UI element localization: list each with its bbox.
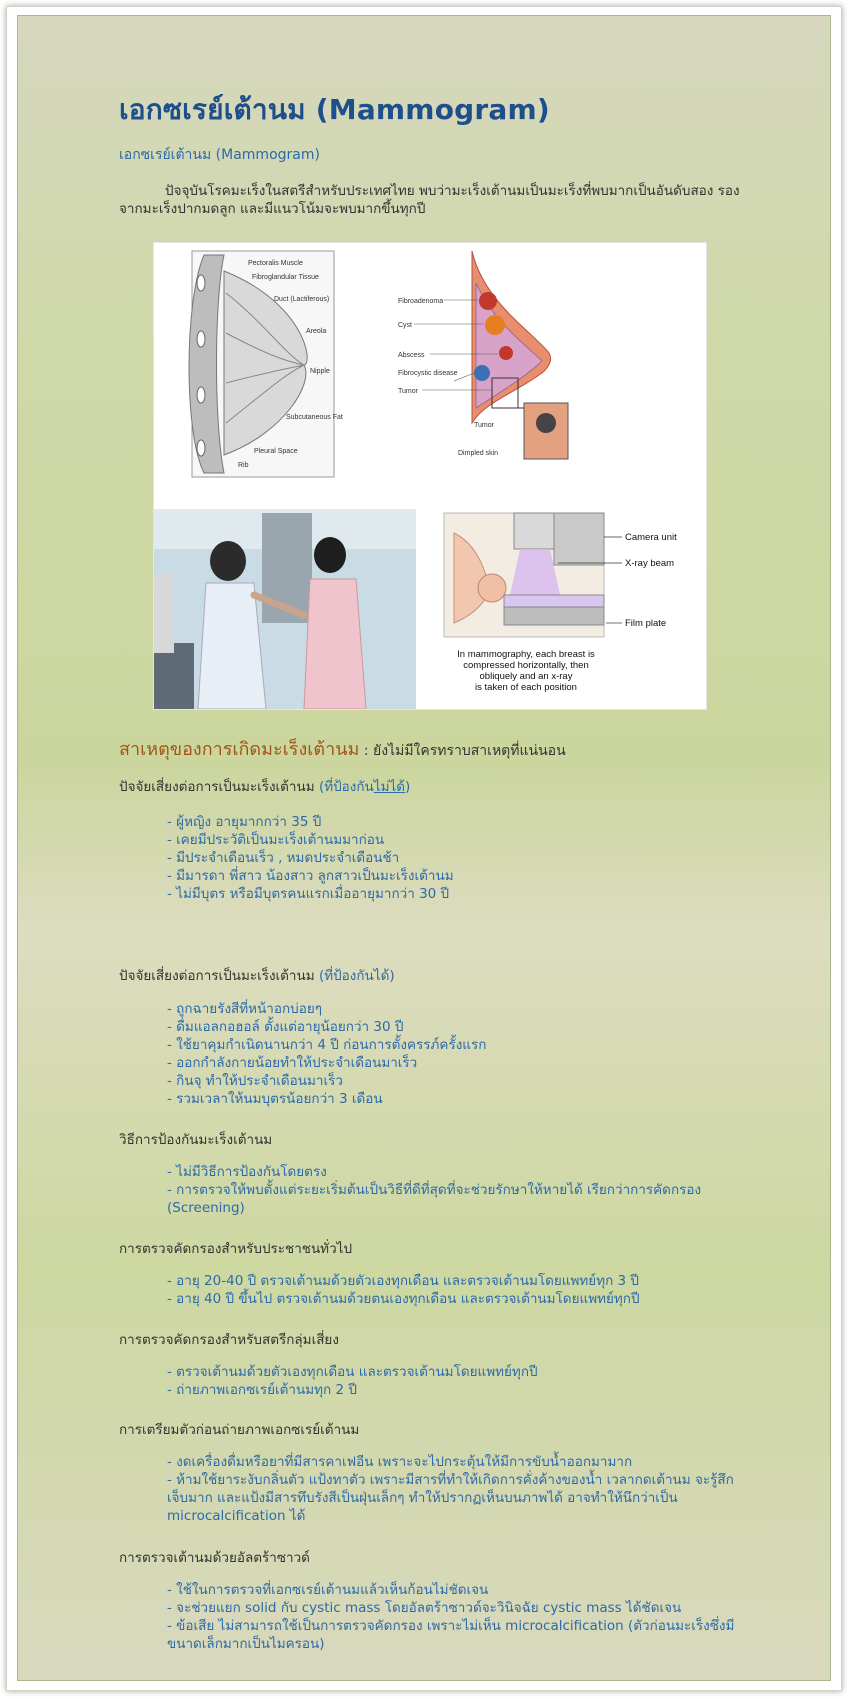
section-heading-text: ปัจจัยเสี่ยงต่อการเป็นมะเร็งเต้านม bbox=[119, 968, 319, 984]
unpreventable-tag-close: ) bbox=[405, 779, 411, 795]
intro-paragraph: ปัจจุบันโรคมะเร็งในสตรีสำหรับประเทศไทย พบว่ามะเร็งเต้านมเป็นมะเร็งที่พบมากเป็นอันดับสอง รองจากมะเร็งปากมดลูก และมีแนวโน้มจะพบมากขึ้นทุกปี bbox=[119, 183, 740, 217]
mammo-caption: compressed horizontally, then bbox=[463, 660, 589, 671]
list-item: - รวมเวลาให้นมบุตรน้อยกว่า 3 เดือน bbox=[167, 1091, 383, 1107]
ultrasound-list bbox=[167, 1581, 747, 1653]
list-item: - ถูกฉายรังสีที่หน้าอกบ่อยๆ bbox=[167, 1001, 323, 1017]
cause-line bbox=[119, 734, 566, 763]
risk-unpreventable-heading bbox=[119, 775, 410, 797]
mammogram-illustration bbox=[154, 243, 706, 709]
screening-risk-heading: การตรวจคัดกรองสำหรับสตรีกลุ่มเสี่ยง bbox=[119, 1332, 339, 1348]
screening-risk-list bbox=[167, 1363, 747, 1399]
page-title: เอกซเรย์เต้านม (Mammogram) bbox=[119, 93, 550, 126]
list-item: - ข้อเสีย ไม่สามารถใช้เป็นการตรวจคัดกรอง เพราะไม่เห็น microcalcification (ตัวก่อนมะเร็งซึ่งมีขนาดเล็กมากเป็นไมครอน) bbox=[167, 1618, 735, 1652]
disease-label: Fibrocystic disease bbox=[398, 370, 458, 377]
disease-label: Fibroadenoma bbox=[398, 298, 444, 305]
anatomy-label: Areola bbox=[306, 328, 327, 335]
mammo-label: Camera unit bbox=[625, 532, 677, 543]
mammo-caption: is taken of each position bbox=[475, 682, 577, 693]
cause-heading: สาเหตุของการเกิดมะเร็งเต้านม bbox=[119, 739, 360, 760]
list-item: - ไม่มีวิธีการป้องกันโดยตรง bbox=[167, 1164, 327, 1180]
ultrasound-heading: การตรวจเต้านมด้วยอัลตร้าซาวด์ bbox=[119, 1550, 310, 1566]
cause-text: : ยังไม่มีใครทราบสาเหตุที่แน่นอน bbox=[359, 743, 566, 759]
mammo-label: X-ray beam bbox=[625, 558, 675, 569]
list-item: - เคยมีประวัติเป็นมะเร็งเต้านมมาก่อน bbox=[167, 832, 385, 848]
prevention-list bbox=[167, 1163, 747, 1217]
list-item: - มีประจำเดือนเร็ว , หมดประจำเดือนช้า bbox=[167, 850, 400, 866]
list-item: - ดื่มแอลกอฮอล์ ตั้งแต่อายุน้อยกว่า 30 ปี bbox=[167, 1019, 404, 1035]
screening-general-heading: การตรวจคัดกรองสำหรับประชาชนทั่วไป bbox=[119, 1241, 353, 1257]
list-item: - อายุ 20-40 ปี ตรวจเต้านมด้วยตัวเองทุกเดือน และตรวจเต้านมโดยแพทย์ทุก 3 ปี bbox=[167, 1273, 640, 1289]
content-panel bbox=[17, 15, 831, 1681]
mammogram-figure bbox=[153, 242, 707, 710]
screening-general-list bbox=[167, 1272, 747, 1308]
anatomy-label: Subcutaneous Fat bbox=[286, 414, 343, 421]
list-item: - งดเครื่องดื่มหรือยาที่มีสารคาเฟอีน เพราะจะไปกระตุ้นให้มีการขับน้ำออกมามาก bbox=[167, 1454, 633, 1470]
article-subtitle: เอกซเรย์เต้านม (Mammogram) bbox=[119, 147, 320, 163]
list-item: - ไม่มีบุตร หรือมีบุตรคนแรกเมื่ออายุมากว่า 30 ปี bbox=[167, 886, 450, 902]
prevention-heading: วิธีการป้องกันมะเร็งเต้านม bbox=[119, 1132, 273, 1148]
list-item: - ใช้ในการตรวจที่เอกซเรย์เต้านมแล้วเห็นก้อนไม่ชัดเจน bbox=[167, 1582, 489, 1598]
anatomy-label: Pectoralis Muscle bbox=[248, 260, 303, 267]
anatomy-label: Duct (Lactiferous) bbox=[274, 296, 330, 303]
risk-unpreventable-list bbox=[167, 813, 747, 903]
section-heading-text: ปัจจัยเสี่ยงต่อการเป็นมะเร็งเต้านม bbox=[119, 779, 319, 795]
list-item: - จะช่วยแยก solid กับ cystic mass โดยอัลตร้าซาวด์จะวินิจฉัย cystic mass ได้ชัดเจน bbox=[167, 1600, 682, 1616]
disease-label: Cyst bbox=[398, 322, 412, 329]
disease-label: Tumor bbox=[474, 422, 494, 429]
anatomy-label: Nipple bbox=[310, 368, 330, 375]
list-item: - ผู้หญิง อายุมากกว่า 35 ปี bbox=[167, 814, 322, 830]
list-item: - การตรวจให้พบตั้งแต่ระยะเริ่มต้นเป็นวิธีที่ดีที่สุดที่จะช่วยรักษาให้หายได้ เรียกว่าการคัดกรอง (Screening) bbox=[167, 1182, 702, 1216]
anatomy-label: Rib bbox=[238, 462, 249, 469]
preparation-heading: การเตรียมตัวก่อนถ่ายภาพเอกซเรย์เต้านม bbox=[119, 1422, 360, 1438]
list-item: - มีมารดา พี่สาว น้องสาว ลูกสาวเป็นมะเร็งเต้านม bbox=[167, 868, 454, 884]
anatomy-label: Fibroglandular Tissue bbox=[252, 274, 319, 281]
disease-label: Abscess bbox=[398, 352, 425, 359]
list-item: - ห้ามใช้ยาระงับกลิ่นตัว แป้งทาตัว เพราะมีสารที่ทำให้เกิดการคั่งค้างของน้ำ เวลากดเต้านม จะรู้สึกเจ็บมาก และแป้งมีสารทึบรังสีเป็นฝุ่นเล็กๆ ทำให้ปรากฏเห็นบนภาพได้ อาจทำให้นึกว่าเป็น microcalcification ได้ bbox=[167, 1472, 734, 1524]
list-item: - อายุ 40 ปี ขึ้นไป ตรวจเต้านมด้วยตนเองทุกเดือน และตรวจเต้านมโดยแพทย์ทุกปี bbox=[167, 1291, 640, 1307]
disease-label: Tumor bbox=[398, 388, 418, 395]
preparation-list bbox=[167, 1453, 747, 1525]
mammo-label: Film plate bbox=[625, 618, 667, 629]
disease-label: Dimpled skin bbox=[458, 450, 499, 457]
risk-preventable-list bbox=[167, 1000, 747, 1108]
anatomy-label: Pleural Space bbox=[254, 448, 298, 455]
mammo-caption: In mammography, each breast is bbox=[457, 649, 595, 660]
list-item: - ออกกำลังกายน้อยทำให้ประจำเดือนมาเร็ว bbox=[167, 1055, 418, 1071]
list-item: - ใช้ยาคุมกำเนิดนานกว่า 4 ปี ก่อนการตั้งครรภ์ครั้งแรก bbox=[167, 1037, 487, 1053]
mammo-caption: obliquely and an x-ray bbox=[479, 671, 573, 682]
list-item: - กินจุ ทำให้ประจำเดือนมาเร็ว bbox=[167, 1073, 343, 1089]
list-item: - ถ่ายภาพเอกซเรย์เต้านมทุก 2 ปี bbox=[167, 1382, 357, 1398]
page-frame bbox=[6, 6, 842, 1691]
list-item: - ตรวจเต้านมด้วยตัวเองทุกเดือน และตรวจเต้านมโดยแพทย์ทุกปี bbox=[167, 1364, 538, 1380]
preventable-tag: (ที่ป้องกันได้) bbox=[318, 968, 395, 984]
unpreventable-tag-underlined: ไม่ได้ bbox=[373, 779, 406, 795]
unpreventable-tag-open: (ที่ป้องกัน bbox=[318, 779, 374, 795]
risk-preventable-heading bbox=[119, 964, 395, 986]
